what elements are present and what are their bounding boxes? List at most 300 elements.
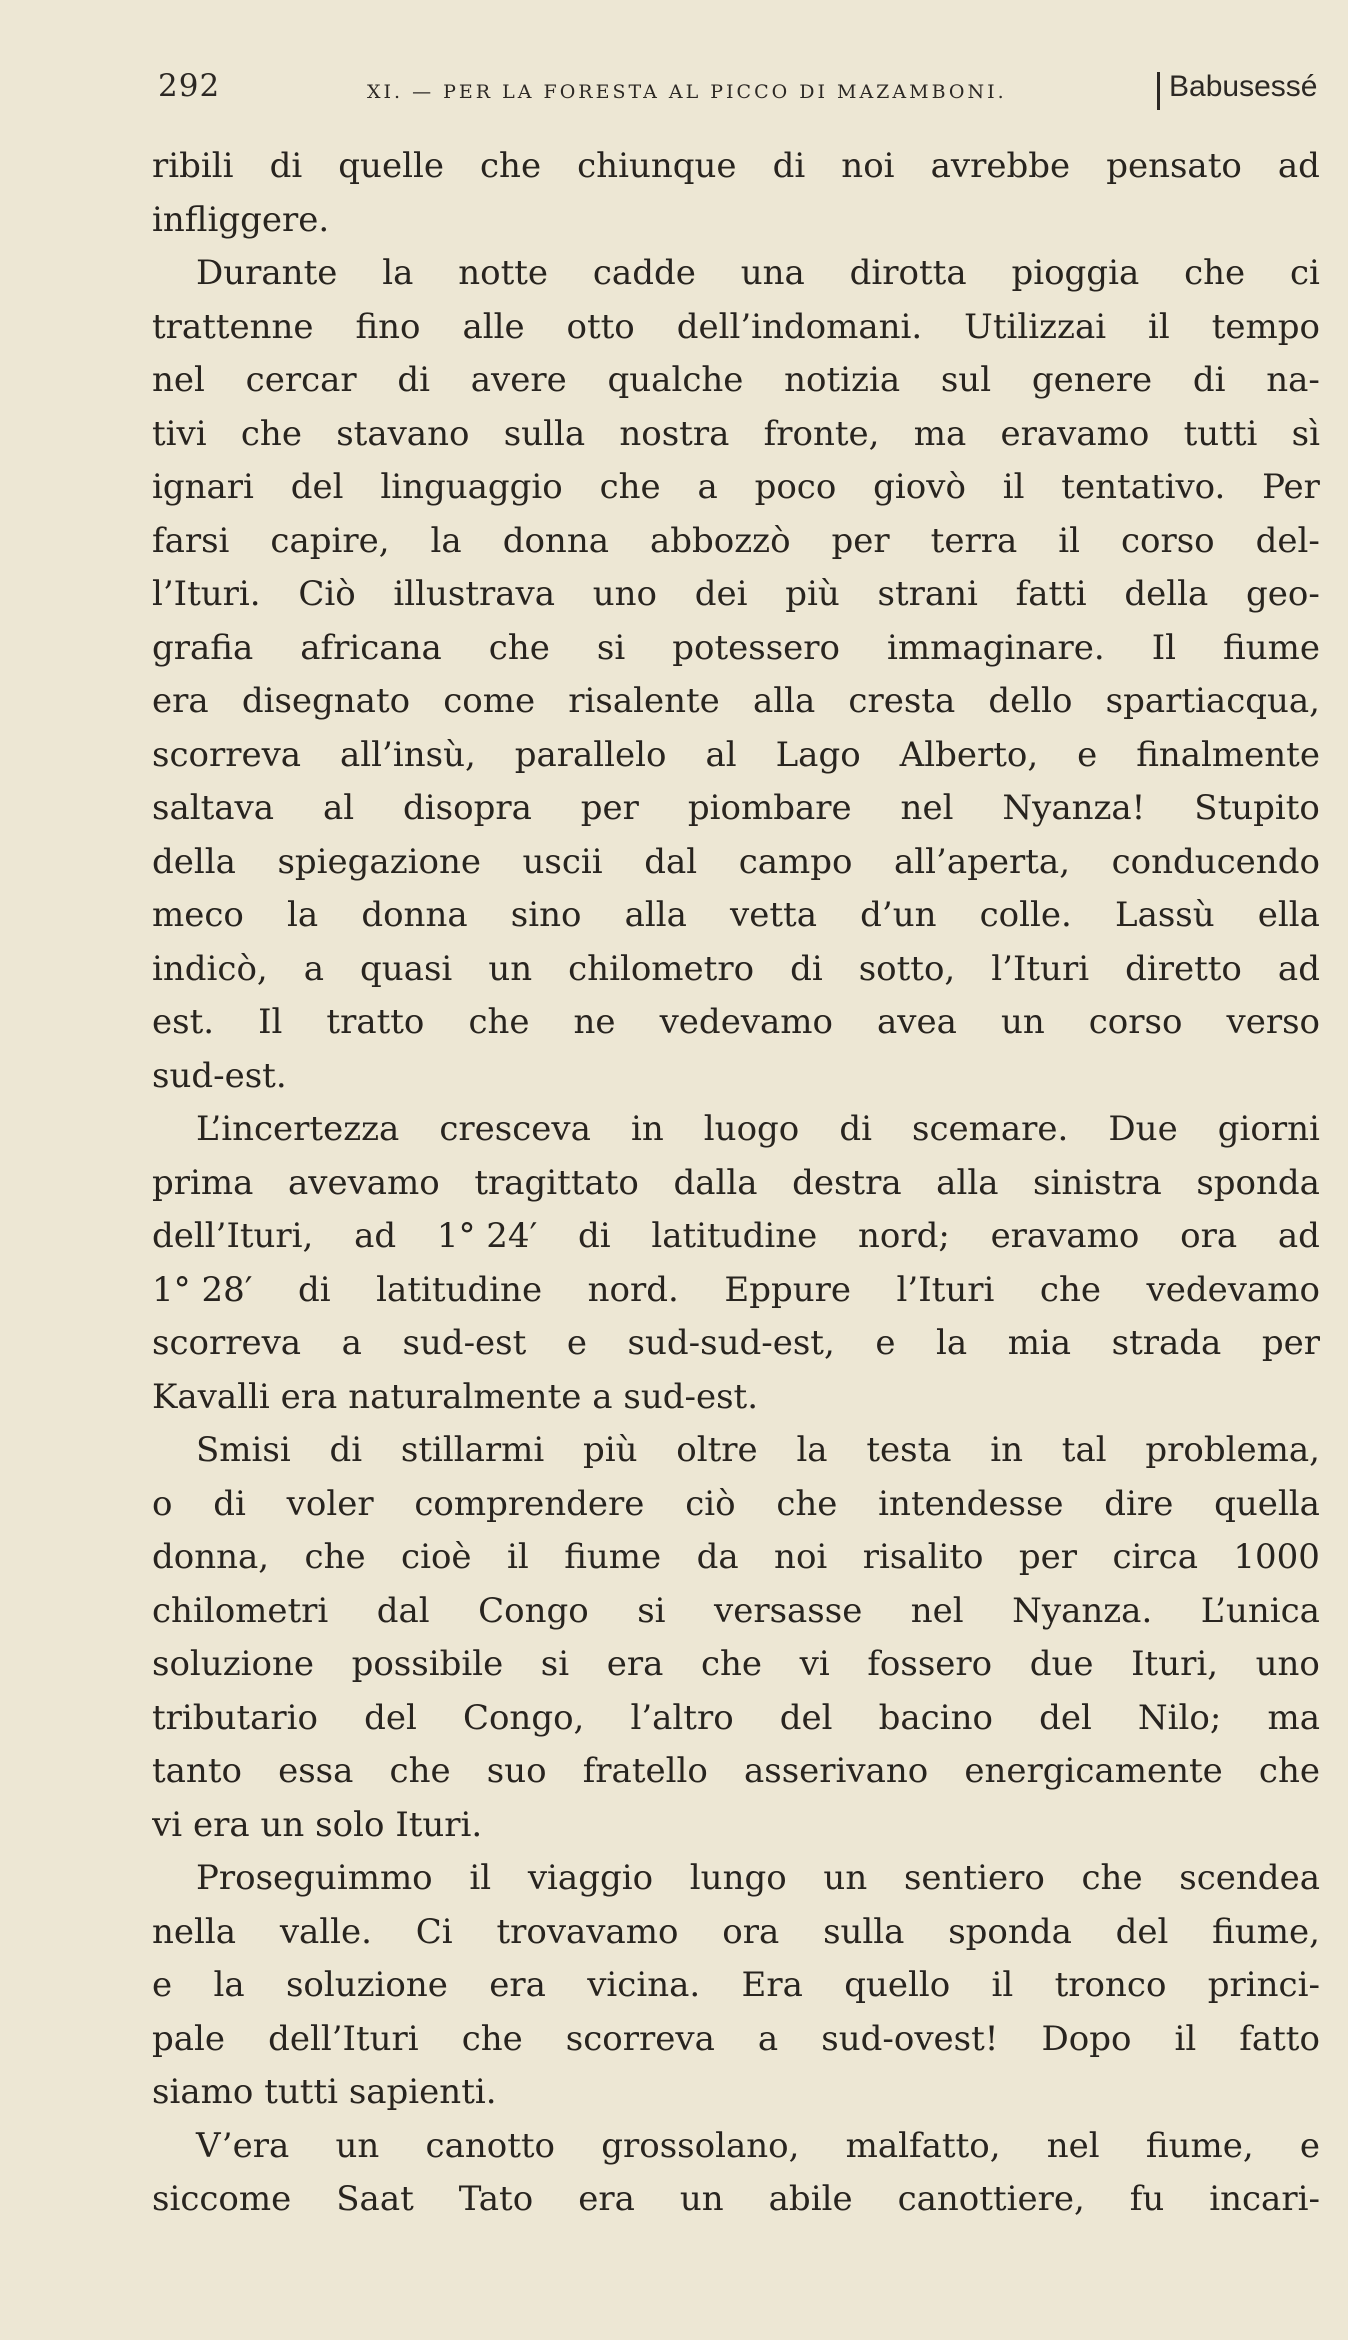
word: solo xyxy=(315,1804,385,1845)
text-line xyxy=(152,675,1320,729)
word: L’incertezza xyxy=(196,1109,400,1149)
word: Eppure xyxy=(724,1269,851,1310)
word: essa xyxy=(278,1751,354,1791)
word: il xyxy=(1174,2018,1197,2059)
word: come xyxy=(443,681,536,721)
text-line xyxy=(152,622,1320,676)
text-line xyxy=(152,408,1320,462)
text-line xyxy=(152,1264,1320,1318)
word: alle xyxy=(462,306,525,347)
word: un xyxy=(335,2125,380,2166)
word: fratello xyxy=(582,1751,708,1791)
word: sinistra xyxy=(1033,1162,1162,1203)
word: la xyxy=(430,520,462,561)
word: la xyxy=(287,895,319,935)
word: a xyxy=(303,948,325,989)
word: del- xyxy=(1255,520,1320,561)
word: di xyxy=(790,948,823,989)
word: vi xyxy=(152,1804,183,1845)
word: Ciò xyxy=(298,574,356,614)
word: tentativo. xyxy=(1061,467,1226,507)
word: Tato xyxy=(458,2179,534,2219)
word: tutti xyxy=(264,2072,338,2112)
word: indicò, xyxy=(152,948,268,989)
word: del xyxy=(1039,1697,1092,1738)
word: corso xyxy=(1120,520,1215,561)
word: alla xyxy=(624,895,687,935)
word: grossolano, xyxy=(601,2125,800,2166)
text-line xyxy=(152,140,1320,194)
word: ad xyxy=(1277,1216,1320,1256)
word: fatto xyxy=(1239,2018,1320,2059)
text-line xyxy=(152,1210,1320,1264)
word: un xyxy=(823,1858,868,1898)
word: verso xyxy=(1226,1002,1320,1042)
word: ora xyxy=(1180,1216,1238,1256)
word: fronte, xyxy=(763,413,880,454)
word: asserivano xyxy=(743,1751,929,1791)
word: disegnato xyxy=(241,681,411,721)
word: un xyxy=(260,1804,305,1845)
word: pioggia xyxy=(1011,253,1140,293)
text-line xyxy=(152,461,1320,515)
text-line xyxy=(152,301,1320,355)
word: più xyxy=(583,1430,638,1470)
word: farsi xyxy=(152,520,230,561)
text-line xyxy=(152,943,1320,997)
word: pensato xyxy=(1106,146,1242,186)
word: fiume, xyxy=(1145,2125,1254,2166)
word: all’aperta, xyxy=(894,841,1071,882)
word: chiunque xyxy=(577,146,737,186)
word: dell’indomani. xyxy=(676,306,923,347)
word: l’Ituri xyxy=(991,948,1090,989)
word: Proseguimmo xyxy=(196,1858,433,1898)
word: noi xyxy=(841,146,895,186)
word: che xyxy=(488,627,550,668)
word: ma xyxy=(1267,1697,1320,1738)
word: incari- xyxy=(1209,2179,1320,2219)
word: la xyxy=(796,1430,828,1470)
word: sud-sud-est, xyxy=(627,1323,835,1363)
text-line xyxy=(152,1959,1320,2013)
word: fino xyxy=(355,306,421,347)
word: latitudine xyxy=(376,1269,543,1310)
text-line xyxy=(152,1424,1320,1478)
word: Il xyxy=(1151,627,1176,668)
word: ignari xyxy=(152,467,254,507)
word: la xyxy=(213,1965,245,2005)
word: ad xyxy=(1277,146,1320,186)
word: dei xyxy=(694,574,748,614)
page-header xyxy=(152,68,1320,118)
word: avevamo xyxy=(287,1162,440,1203)
word: vi xyxy=(799,1644,830,1684)
word: per xyxy=(1261,1323,1320,1363)
word: campo xyxy=(738,841,853,882)
word: cresta xyxy=(848,681,956,721)
word: vetta xyxy=(730,895,817,935)
word: cadde xyxy=(592,253,696,293)
word: il xyxy=(469,1858,492,1898)
text-line xyxy=(152,782,1320,836)
word: donna xyxy=(361,895,468,935)
word: di xyxy=(329,1430,363,1470)
word: scorreva xyxy=(152,734,302,775)
word: bacino xyxy=(878,1697,993,1738)
word: testa xyxy=(866,1430,952,1470)
word: strani xyxy=(877,574,978,614)
word: due xyxy=(1029,1644,1094,1684)
word: Ituri, xyxy=(1131,1644,1219,1684)
word: canottiere, xyxy=(897,2179,1085,2219)
word: geo- xyxy=(1246,574,1320,614)
word: tragittato xyxy=(474,1162,639,1203)
text-line xyxy=(152,836,1320,890)
word: avere xyxy=(470,360,567,400)
word: dalla xyxy=(673,1162,758,1203)
text-line xyxy=(152,1906,1320,1960)
text-line xyxy=(152,354,1320,408)
word: Era xyxy=(741,1965,803,2005)
word: di xyxy=(397,360,431,400)
word: che xyxy=(304,1537,366,1577)
word: cresceva xyxy=(439,1109,591,1149)
word: che xyxy=(468,1002,530,1042)
word: Ituri. xyxy=(395,1804,483,1845)
word: Congo xyxy=(478,1590,589,1631)
word: e xyxy=(566,1323,587,1363)
word: l’altro xyxy=(630,1697,734,1738)
word: tutti xyxy=(1183,413,1258,454)
word: qualche xyxy=(607,360,744,400)
word: ne xyxy=(573,1002,616,1042)
word: mia xyxy=(1007,1323,1072,1363)
word: ci xyxy=(1289,253,1320,293)
word: fatti xyxy=(1015,574,1087,614)
word: prima xyxy=(152,1162,254,1203)
word: del xyxy=(290,467,344,507)
text-line xyxy=(152,729,1320,783)
word: di xyxy=(839,1109,872,1149)
word: Smisi xyxy=(196,1430,291,1470)
word: che xyxy=(1258,1751,1320,1791)
word: uno xyxy=(1255,1644,1320,1684)
word: di xyxy=(213,1483,246,1524)
word: in xyxy=(990,1430,1024,1470)
word: più xyxy=(785,574,840,614)
word: sud-est. xyxy=(152,1055,287,1096)
word: che xyxy=(700,1644,763,1684)
word: per xyxy=(1018,1537,1078,1577)
word: vedevamo xyxy=(1146,1269,1320,1310)
word: di xyxy=(772,146,806,186)
word: sul xyxy=(940,360,992,400)
text-line xyxy=(152,1371,1320,1425)
word: alla xyxy=(752,681,816,721)
word: dirotta xyxy=(849,253,967,293)
word: che xyxy=(1081,1858,1143,1898)
word: voler xyxy=(286,1483,374,1524)
text-line xyxy=(152,194,1320,248)
word: noi xyxy=(774,1537,828,1577)
text-line xyxy=(152,1103,1320,1157)
word: energicamente xyxy=(964,1751,1223,1791)
word: nella xyxy=(152,1911,237,1952)
word: al xyxy=(705,734,737,775)
text-line xyxy=(152,1478,1320,1532)
text-line xyxy=(152,1799,1320,1853)
word: che xyxy=(240,413,302,454)
word: Congo, xyxy=(462,1697,585,1738)
word: il xyxy=(1002,467,1025,507)
word: l’Ituri xyxy=(896,1269,995,1310)
word: fiume xyxy=(1223,627,1320,668)
word: disopra xyxy=(403,788,532,828)
word: dal xyxy=(376,1590,430,1631)
word: era xyxy=(489,1965,546,2005)
text-line xyxy=(152,1050,1320,1104)
word: destra xyxy=(792,1162,902,1203)
word: Due xyxy=(1108,1109,1178,1149)
word: quella xyxy=(1214,1483,1320,1524)
word: a xyxy=(341,1323,362,1363)
word: colle. xyxy=(979,895,1072,935)
word: piombare xyxy=(687,788,852,828)
word: nord. xyxy=(587,1269,679,1310)
word: un xyxy=(1000,1002,1045,1042)
word: fu xyxy=(1129,2179,1165,2219)
word: tronco xyxy=(1054,1965,1167,2005)
word: sponda xyxy=(948,1911,1072,1952)
word: capire, xyxy=(270,520,390,561)
word: na- xyxy=(1266,360,1320,400)
word: potessero xyxy=(672,627,840,668)
word: una xyxy=(740,253,805,293)
word: della xyxy=(152,841,236,882)
word: che xyxy=(1039,1269,1101,1310)
word: eravamo xyxy=(1000,413,1150,454)
word: nostra xyxy=(619,413,730,454)
word: il xyxy=(1148,306,1170,347)
word: fossero xyxy=(867,1644,993,1684)
word: vedevamo xyxy=(659,1002,833,1042)
word: poco xyxy=(754,467,837,507)
word: soluzione xyxy=(152,1644,314,1684)
word: 1000 xyxy=(1233,1537,1320,1577)
word: meco xyxy=(152,895,244,935)
body-text xyxy=(152,140,1320,2227)
word: giorni xyxy=(1217,1109,1320,1149)
word: stillarmi xyxy=(400,1430,545,1470)
word: che xyxy=(1184,253,1246,293)
word: era xyxy=(606,1644,664,1684)
word: Stupito xyxy=(1194,788,1320,828)
word: illustrava xyxy=(393,574,556,614)
word: fiume, xyxy=(1212,1911,1320,1952)
word: nel xyxy=(900,788,954,828)
word: che xyxy=(461,2018,523,2059)
word: scorreva xyxy=(152,1323,302,1363)
word: dello xyxy=(988,681,1073,721)
text-line xyxy=(152,889,1320,943)
word: all’insù, xyxy=(340,734,476,775)
word: e xyxy=(875,1323,896,1363)
word: di xyxy=(269,146,303,186)
word: Durante xyxy=(196,253,338,293)
word: sulla xyxy=(823,1911,905,1952)
word: era xyxy=(152,681,209,721)
word: dell’Ituri xyxy=(268,2018,419,2059)
word: a xyxy=(592,1376,613,1417)
word: problema, xyxy=(1145,1430,1320,1470)
word: finalmente xyxy=(1136,734,1320,775)
word: abile xyxy=(768,2179,853,2219)
word: di xyxy=(1192,360,1226,400)
word: e xyxy=(1077,734,1098,775)
word: il xyxy=(1058,520,1080,561)
word: tivi xyxy=(152,413,207,454)
word: avea xyxy=(877,1002,957,1042)
word: sud-est xyxy=(402,1323,527,1363)
word: abbozzò xyxy=(649,520,791,561)
word: era xyxy=(578,2179,635,2219)
text-line xyxy=(152,1585,1320,1639)
text-line xyxy=(152,1852,1320,1906)
text-line xyxy=(152,1692,1320,1746)
word: si xyxy=(540,1644,570,1684)
word: intendesse xyxy=(878,1483,1064,1524)
word: Lassù xyxy=(1114,895,1215,935)
word: in xyxy=(630,1109,664,1149)
word: sentiero xyxy=(903,1858,1045,1898)
word: tratto xyxy=(326,1002,425,1042)
word: conducendo xyxy=(1111,841,1320,882)
word: che xyxy=(480,146,542,186)
word: trattenne xyxy=(152,306,314,347)
word: quelle xyxy=(338,146,444,186)
word: corso xyxy=(1088,1002,1183,1042)
word: comprendere xyxy=(414,1483,645,1524)
word: un xyxy=(679,2179,724,2219)
word: sud-ovest! xyxy=(821,2018,999,2059)
word: cercar xyxy=(245,360,357,400)
word: pale xyxy=(152,2018,226,2059)
word: a xyxy=(697,467,718,507)
word: 1° 24′ xyxy=(436,1216,538,1256)
word: scorreva xyxy=(565,2018,715,2059)
word: la xyxy=(382,253,414,293)
word: ma xyxy=(913,413,967,454)
word: viaggio xyxy=(527,1858,654,1898)
word: nel xyxy=(1046,2125,1100,2166)
word: genere xyxy=(1031,360,1153,400)
word: la xyxy=(935,1323,968,1363)
word: luogo xyxy=(703,1109,800,1149)
word: sponda xyxy=(1196,1162,1320,1203)
word: della xyxy=(1124,574,1209,614)
word: tributario xyxy=(152,1697,318,1738)
word: dal xyxy=(644,841,698,882)
text-line xyxy=(152,2013,1320,2067)
word: possibile xyxy=(351,1644,504,1684)
text-line xyxy=(152,996,1320,1050)
word: terra xyxy=(930,520,1018,561)
word: giovò xyxy=(873,467,966,507)
page-number: 292 xyxy=(158,68,221,104)
word: Il xyxy=(258,1002,283,1042)
word: si xyxy=(637,1590,666,1631)
word: ribili xyxy=(152,146,234,186)
word: valle. xyxy=(279,1911,372,1952)
word: di xyxy=(297,1269,331,1310)
word: est. xyxy=(152,1002,215,1042)
word: ora xyxy=(722,1911,780,1952)
word: suo xyxy=(486,1751,547,1791)
word: o xyxy=(152,1483,173,1524)
word: parallelo xyxy=(514,734,667,775)
word: uno xyxy=(592,574,658,614)
word: il xyxy=(991,1965,1014,2005)
word: notizia xyxy=(784,360,901,400)
word: per xyxy=(580,788,639,828)
text-line xyxy=(152,1157,1320,1211)
text-line xyxy=(152,1638,1320,1692)
word: sud-est. xyxy=(623,1376,759,1417)
word: Dopo xyxy=(1041,2018,1132,2059)
section-tag: Babusessé xyxy=(1169,70,1318,103)
word: Saat xyxy=(336,2179,414,2219)
word: ad xyxy=(1277,948,1320,989)
word: ciò xyxy=(685,1483,736,1524)
word: del xyxy=(1115,1911,1169,1952)
word: soluzione xyxy=(285,1965,448,2005)
word: dell’Ituri, xyxy=(152,1216,314,1256)
word: di xyxy=(578,1216,611,1256)
word: versasse xyxy=(714,1590,863,1631)
word: il xyxy=(507,1537,529,1577)
header-bracket xyxy=(1157,72,1160,110)
word: avrebbe xyxy=(930,146,1071,186)
word: latitudine xyxy=(651,1216,818,1256)
word: L’unica xyxy=(1200,1590,1320,1631)
text-line xyxy=(152,2120,1320,2174)
word: notte xyxy=(458,253,549,293)
word: si xyxy=(596,627,626,668)
word: Alberto, xyxy=(899,734,1039,775)
word: sulla xyxy=(503,413,586,454)
word: 1° 28′ xyxy=(152,1269,253,1310)
word: Kavalli xyxy=(152,1376,270,1417)
word: alla xyxy=(936,1162,999,1203)
word: Nyanza! xyxy=(1002,788,1146,828)
word: circa xyxy=(1112,1537,1198,1577)
word: donna, xyxy=(152,1537,270,1577)
word: quasi xyxy=(360,948,453,989)
word: grafia xyxy=(152,627,254,668)
word: al xyxy=(322,788,355,828)
word: infliggere. xyxy=(152,199,330,240)
word: sì xyxy=(1291,413,1320,454)
word: siccome xyxy=(152,2179,292,2219)
word: del xyxy=(364,1697,417,1738)
word: tal xyxy=(1061,1430,1107,1470)
word: chilometri xyxy=(152,1590,329,1631)
word: oltre xyxy=(676,1430,758,1470)
word: sotto, xyxy=(858,948,956,989)
text-line xyxy=(152,1745,1320,1799)
word: linguaggio xyxy=(380,467,563,507)
